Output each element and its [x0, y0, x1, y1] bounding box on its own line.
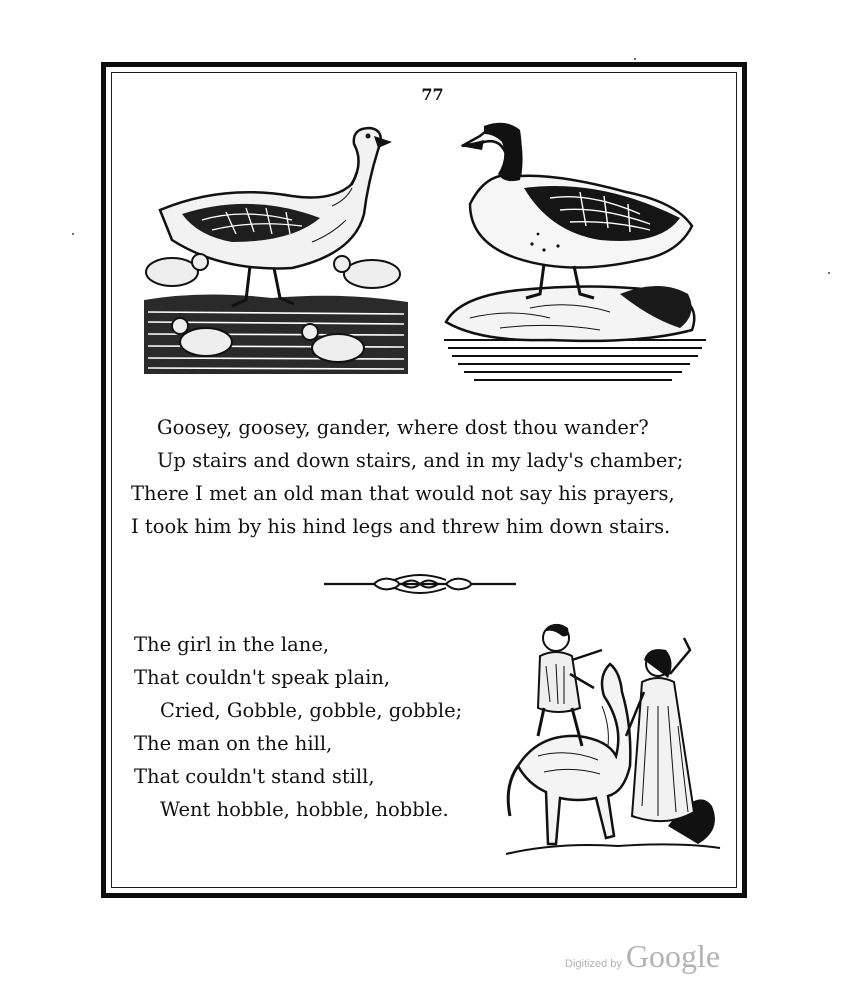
verse-line: The girl in the lane, — [134, 633, 330, 656]
goose-and-goslings-illustration — [142, 122, 410, 384]
rider-and-girl-illustration — [498, 616, 726, 874]
goose-on-rock-illustration — [440, 118, 710, 390]
verse-line: Up stairs and down stairs, and in my lady's chamber; — [157, 449, 684, 472]
verse-line: Cried, Gobble, gobble, gobble; — [160, 699, 463, 722]
verse-line: There I met an old man that would not say his prayers, — [131, 482, 675, 505]
girl-in-the-lane-verse — [134, 628, 462, 826]
scan-speck — [828, 272, 830, 274]
goosey-gander-verse — [131, 411, 683, 543]
verse-line: That couldn't stand still, — [134, 765, 375, 788]
scan-speck — [634, 58, 636, 60]
page-number: 77 — [421, 85, 444, 104]
digitized-by-google-watermark — [565, 938, 720, 975]
verse-line: The man on the hill, — [134, 732, 333, 755]
scan-speck — [72, 233, 74, 235]
ornamental-divider — [322, 574, 518, 594]
verse-line: That couldn't speak plain, — [134, 666, 391, 689]
verse-line: I took him by his hind legs and threw him down stairs. — [131, 515, 671, 538]
verse-line: Went hobble, hobble, hobble. — [160, 798, 449, 821]
watermark-prefix: Digitized by — [565, 958, 622, 970]
google-logo: Google — [625, 938, 721, 974]
verse-line: Goosey, goosey, gander, where dost thou wander? — [157, 416, 649, 439]
